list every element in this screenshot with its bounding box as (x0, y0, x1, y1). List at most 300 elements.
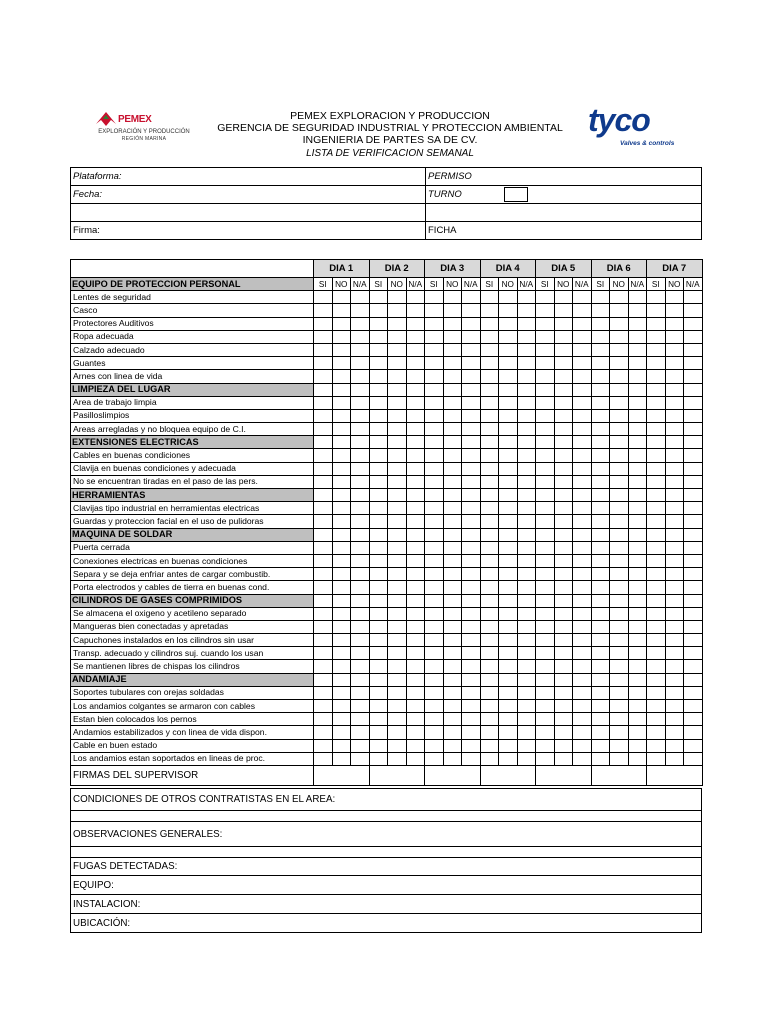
check-cell[interactable] (462, 568, 481, 581)
check-cell[interactable] (665, 528, 684, 541)
check-cell[interactable] (517, 330, 536, 343)
check-cell[interactable] (388, 541, 407, 554)
check-cell[interactable] (610, 620, 629, 633)
check-cell[interactable] (388, 357, 407, 370)
check-cell[interactable] (480, 383, 499, 396)
check-cell[interactable] (443, 568, 462, 581)
check-cell[interactable] (369, 370, 388, 383)
check-cell[interactable] (536, 383, 555, 396)
check-cell[interactable] (462, 304, 481, 317)
check-cell[interactable] (480, 370, 499, 383)
check-cell[interactable] (480, 515, 499, 528)
check-cell[interactable] (684, 489, 703, 502)
check-cell[interactable] (628, 409, 647, 422)
check-cell[interactable] (388, 462, 407, 475)
check-cell[interactable] (406, 660, 425, 673)
check-cell[interactable] (443, 594, 462, 607)
check-cell[interactable] (573, 489, 592, 502)
check-cell[interactable] (499, 489, 518, 502)
check-cell[interactable] (462, 436, 481, 449)
check-cell[interactable] (351, 383, 370, 396)
check-cell[interactable] (480, 634, 499, 647)
check-cell[interactable] (610, 686, 629, 699)
check-cell[interactable] (517, 528, 536, 541)
check-cell[interactable] (610, 370, 629, 383)
check-cell[interactable] (462, 554, 481, 567)
check-cell[interactable] (628, 317, 647, 330)
check-cell[interactable] (684, 330, 703, 343)
check-cell[interactable] (443, 647, 462, 660)
check-cell[interactable] (406, 581, 425, 594)
check-cell[interactable] (406, 304, 425, 317)
check-cell[interactable] (684, 396, 703, 409)
check-cell[interactable] (369, 647, 388, 660)
check-cell[interactable] (499, 475, 518, 488)
check-cell[interactable] (665, 726, 684, 739)
check-cell[interactable] (591, 620, 610, 633)
check-cell[interactable] (591, 304, 610, 317)
check-cell[interactable] (647, 607, 666, 620)
check-cell[interactable] (314, 660, 333, 673)
check-cell[interactable] (388, 620, 407, 633)
check-cell[interactable] (425, 462, 444, 475)
check-cell[interactable] (462, 528, 481, 541)
check-cell[interactable] (591, 409, 610, 422)
check-cell[interactable] (406, 489, 425, 502)
fugas-field[interactable]: FUGAS DETECTADAS: (71, 858, 702, 876)
check-cell[interactable] (591, 726, 610, 739)
check-cell[interactable] (351, 370, 370, 383)
check-cell[interactable] (351, 647, 370, 660)
firma-field[interactable]: Firma: (71, 222, 426, 240)
check-cell[interactable] (610, 304, 629, 317)
check-cell[interactable] (554, 739, 573, 752)
check-cell[interactable] (369, 594, 388, 607)
check-cell[interactable] (443, 515, 462, 528)
check-cell[interactable] (684, 607, 703, 620)
check-cell[interactable] (388, 634, 407, 647)
check-cell[interactable] (406, 686, 425, 699)
check-cell[interactable] (591, 673, 610, 686)
check-cell[interactable] (406, 700, 425, 713)
check-cell[interactable] (573, 304, 592, 317)
check-cell[interactable] (517, 317, 536, 330)
check-cell[interactable] (314, 647, 333, 660)
check-cell[interactable] (610, 515, 629, 528)
check-cell[interactable] (665, 436, 684, 449)
check-cell[interactable] (388, 343, 407, 356)
check-cell[interactable] (610, 607, 629, 620)
check-cell[interactable] (536, 581, 555, 594)
check-cell[interactable] (480, 686, 499, 699)
supervisor-signature-cell[interactable] (425, 765, 481, 785)
check-cell[interactable] (628, 607, 647, 620)
check-cell[interactable] (573, 515, 592, 528)
check-cell[interactable] (388, 581, 407, 594)
check-cell[interactable] (610, 449, 629, 462)
check-cell[interactable] (684, 673, 703, 686)
check-cell[interactable] (332, 462, 351, 475)
check-cell[interactable] (628, 502, 647, 515)
check-cell[interactable] (628, 291, 647, 304)
check-cell[interactable] (499, 436, 518, 449)
check-cell[interactable] (591, 449, 610, 462)
check-cell[interactable] (480, 357, 499, 370)
check-cell[interactable] (332, 475, 351, 488)
check-cell[interactable] (425, 343, 444, 356)
check-cell[interactable] (499, 634, 518, 647)
check-cell[interactable] (351, 686, 370, 699)
check-cell[interactable] (499, 647, 518, 660)
check-cell[interactable] (573, 726, 592, 739)
check-cell[interactable] (517, 739, 536, 752)
check-cell[interactable] (647, 700, 666, 713)
check-cell[interactable] (554, 634, 573, 647)
check-cell[interactable] (628, 423, 647, 436)
check-cell[interactable] (499, 317, 518, 330)
check-cell[interactable] (610, 713, 629, 726)
check-cell[interactable] (591, 634, 610, 647)
check-cell[interactable] (517, 568, 536, 581)
check-cell[interactable] (443, 449, 462, 462)
check-cell[interactable] (536, 370, 555, 383)
check-cell[interactable] (480, 489, 499, 502)
check-cell[interactable] (591, 660, 610, 673)
check-cell[interactable] (684, 660, 703, 673)
check-cell[interactable] (647, 449, 666, 462)
check-cell[interactable] (573, 620, 592, 633)
check-cell[interactable] (425, 541, 444, 554)
check-cell[interactable] (351, 554, 370, 567)
check-cell[interactable] (684, 370, 703, 383)
check-cell[interactable] (314, 409, 333, 422)
check-cell[interactable] (425, 317, 444, 330)
check-cell[interactable] (388, 568, 407, 581)
check-cell[interactable] (665, 304, 684, 317)
check-cell[interactable] (332, 673, 351, 686)
check-cell[interactable] (443, 396, 462, 409)
check-cell[interactable] (591, 343, 610, 356)
check-cell[interactable] (406, 423, 425, 436)
check-cell[interactable] (388, 673, 407, 686)
check-cell[interactable] (369, 304, 388, 317)
check-cell[interactable] (647, 436, 666, 449)
supervisor-signature-cell[interactable] (536, 765, 592, 785)
check-cell[interactable] (332, 581, 351, 594)
check-cell[interactable] (425, 330, 444, 343)
check-cell[interactable] (462, 634, 481, 647)
check-cell[interactable] (425, 673, 444, 686)
check-cell[interactable] (628, 370, 647, 383)
check-cell[interactable] (610, 357, 629, 370)
turno-field[interactable] (426, 186, 702, 204)
condiciones-field[interactable]: CONDICIONES DE OTROS CONTRATISTAS EN EL AREA: (71, 789, 702, 811)
check-cell[interactable] (406, 568, 425, 581)
check-cell[interactable] (499, 330, 518, 343)
check-cell[interactable] (554, 317, 573, 330)
check-cell[interactable] (406, 607, 425, 620)
check-cell[interactable] (684, 343, 703, 356)
check-cell[interactable] (443, 462, 462, 475)
check-cell[interactable] (462, 607, 481, 620)
check-cell[interactable] (388, 726, 407, 739)
check-cell[interactable] (406, 502, 425, 515)
check-cell[interactable] (480, 330, 499, 343)
check-cell[interactable] (332, 660, 351, 673)
check-cell[interactable] (684, 502, 703, 515)
check-cell[interactable] (647, 541, 666, 554)
check-cell[interactable] (628, 581, 647, 594)
check-cell[interactable] (425, 700, 444, 713)
check-cell[interactable] (480, 396, 499, 409)
check-cell[interactable] (332, 343, 351, 356)
check-cell[interactable] (591, 594, 610, 607)
check-cell[interactable] (369, 396, 388, 409)
check-cell[interactable] (628, 304, 647, 317)
check-cell[interactable] (369, 739, 388, 752)
check-cell[interactable] (610, 475, 629, 488)
check-cell[interactable] (554, 686, 573, 699)
check-cell[interactable] (628, 396, 647, 409)
check-cell[interactable] (462, 502, 481, 515)
check-cell[interactable] (591, 686, 610, 699)
check-cell[interactable] (499, 343, 518, 356)
observaciones-field[interactable]: OBSERVACIONES GENERALES: (71, 822, 702, 847)
check-cell[interactable] (332, 634, 351, 647)
check-cell[interactable] (554, 713, 573, 726)
check-cell[interactable] (684, 713, 703, 726)
check-cell[interactable] (573, 423, 592, 436)
check-cell[interactable] (517, 343, 536, 356)
check-cell[interactable] (628, 541, 647, 554)
check-cell[interactable] (314, 607, 333, 620)
check-cell[interactable] (462, 475, 481, 488)
check-cell[interactable] (314, 726, 333, 739)
check-cell[interactable] (332, 647, 351, 660)
check-cell[interactable] (573, 700, 592, 713)
check-cell[interactable] (462, 541, 481, 554)
check-cell[interactable] (573, 541, 592, 554)
check-cell[interactable] (517, 409, 536, 422)
check-cell[interactable] (665, 383, 684, 396)
check-cell[interactable] (573, 396, 592, 409)
check-cell[interactable] (684, 291, 703, 304)
check-cell[interactable] (406, 317, 425, 330)
check-cell[interactable] (591, 489, 610, 502)
check-cell[interactable] (480, 581, 499, 594)
check-cell[interactable] (369, 726, 388, 739)
check-cell[interactable] (369, 568, 388, 581)
check-cell[interactable] (388, 515, 407, 528)
check-cell[interactable] (647, 383, 666, 396)
check-cell[interactable] (536, 647, 555, 660)
check-cell[interactable] (351, 343, 370, 356)
check-cell[interactable] (610, 528, 629, 541)
check-cell[interactable] (406, 475, 425, 488)
check-cell[interactable] (314, 620, 333, 633)
check-cell[interactable] (573, 357, 592, 370)
check-cell[interactable] (554, 528, 573, 541)
check-cell[interactable] (499, 607, 518, 620)
check-cell[interactable] (665, 409, 684, 422)
check-cell[interactable] (425, 396, 444, 409)
check-cell[interactable] (536, 568, 555, 581)
check-cell[interactable] (647, 291, 666, 304)
check-cell[interactable] (499, 581, 518, 594)
check-cell[interactable] (554, 449, 573, 462)
check-cell[interactable] (314, 594, 333, 607)
check-cell[interactable] (425, 634, 444, 647)
check-cell[interactable] (443, 700, 462, 713)
check-cell[interactable] (425, 489, 444, 502)
check-cell[interactable] (554, 581, 573, 594)
check-cell[interactable] (628, 449, 647, 462)
check-cell[interactable] (554, 568, 573, 581)
check-cell[interactable] (314, 515, 333, 528)
check-cell[interactable] (388, 449, 407, 462)
check-cell[interactable] (536, 330, 555, 343)
check-cell[interactable] (665, 462, 684, 475)
check-cell[interactable] (610, 700, 629, 713)
check-cell[interactable] (554, 502, 573, 515)
check-cell[interactable] (425, 660, 444, 673)
check-cell[interactable] (388, 739, 407, 752)
check-cell[interactable] (647, 515, 666, 528)
check-cell[interactable] (536, 620, 555, 633)
check-cell[interactable] (406, 541, 425, 554)
check-cell[interactable] (314, 554, 333, 567)
check-cell[interactable] (591, 357, 610, 370)
check-cell[interactable] (314, 291, 333, 304)
check-cell[interactable] (554, 620, 573, 633)
check-cell[interactable] (443, 673, 462, 686)
check-cell[interactable] (314, 752, 333, 765)
check-cell[interactable] (314, 634, 333, 647)
check-cell[interactable] (684, 515, 703, 528)
check-cell[interactable] (369, 581, 388, 594)
check-cell[interactable] (314, 330, 333, 343)
check-cell[interactable] (499, 620, 518, 633)
check-cell[interactable] (369, 291, 388, 304)
check-cell[interactable] (425, 436, 444, 449)
check-cell[interactable] (665, 660, 684, 673)
check-cell[interactable] (369, 541, 388, 554)
check-cell[interactable] (406, 515, 425, 528)
check-cell[interactable] (351, 423, 370, 436)
check-cell[interactable] (665, 489, 684, 502)
check-cell[interactable] (369, 673, 388, 686)
check-cell[interactable] (425, 383, 444, 396)
supervisor-signature-cell[interactable] (591, 765, 647, 785)
check-cell[interactable] (573, 330, 592, 343)
check-cell[interactable] (591, 713, 610, 726)
check-cell[interactable] (647, 634, 666, 647)
check-cell[interactable] (610, 502, 629, 515)
check-cell[interactable] (554, 594, 573, 607)
check-cell[interactable] (443, 686, 462, 699)
ubicacion-field[interactable]: UBICACIÓN: (71, 914, 702, 933)
check-cell[interactable] (425, 726, 444, 739)
check-cell[interactable] (314, 462, 333, 475)
check-cell[interactable] (332, 449, 351, 462)
check-cell[interactable] (425, 581, 444, 594)
check-cell[interactable] (369, 489, 388, 502)
check-cell[interactable] (591, 568, 610, 581)
check-cell[interactable] (665, 396, 684, 409)
supervisor-signature-cell[interactable] (480, 765, 536, 785)
check-cell[interactable] (425, 502, 444, 515)
check-cell[interactable] (610, 423, 629, 436)
check-cell[interactable] (351, 502, 370, 515)
check-cell[interactable] (536, 752, 555, 765)
check-cell[interactable] (591, 291, 610, 304)
check-cell[interactable] (684, 752, 703, 765)
check-cell[interactable] (480, 752, 499, 765)
check-cell[interactable] (628, 436, 647, 449)
check-cell[interactable] (351, 673, 370, 686)
check-cell[interactable] (480, 607, 499, 620)
check-cell[interactable] (647, 686, 666, 699)
check-cell[interactable] (665, 370, 684, 383)
check-cell[interactable] (369, 700, 388, 713)
check-cell[interactable] (647, 581, 666, 594)
check-cell[interactable] (425, 357, 444, 370)
check-cell[interactable] (573, 647, 592, 660)
check-cell[interactable] (480, 739, 499, 752)
check-cell[interactable] (665, 541, 684, 554)
check-cell[interactable] (573, 594, 592, 607)
check-cell[interactable] (517, 634, 536, 647)
check-cell[interactable] (684, 594, 703, 607)
check-cell[interactable] (499, 554, 518, 567)
check-cell[interactable] (388, 436, 407, 449)
check-cell[interactable] (647, 304, 666, 317)
check-cell[interactable] (480, 317, 499, 330)
check-cell[interactable] (332, 330, 351, 343)
check-cell[interactable] (462, 383, 481, 396)
check-cell[interactable] (573, 462, 592, 475)
check-cell[interactable] (369, 528, 388, 541)
check-cell[interactable] (610, 343, 629, 356)
check-cell[interactable] (517, 436, 536, 449)
check-cell[interactable] (406, 528, 425, 541)
check-cell[interactable] (647, 462, 666, 475)
check-cell[interactable] (425, 594, 444, 607)
check-cell[interactable] (332, 739, 351, 752)
check-cell[interactable] (554, 462, 573, 475)
check-cell[interactable] (665, 673, 684, 686)
check-cell[interactable] (314, 489, 333, 502)
check-cell[interactable] (499, 673, 518, 686)
check-cell[interactable] (628, 700, 647, 713)
check-cell[interactable] (665, 739, 684, 752)
check-cell[interactable] (628, 752, 647, 765)
check-cell[interactable] (517, 554, 536, 567)
check-cell[interactable] (406, 726, 425, 739)
supervisor-signature-cell[interactable] (647, 765, 703, 785)
check-cell[interactable] (628, 713, 647, 726)
check-cell[interactable] (536, 607, 555, 620)
check-cell[interactable] (480, 304, 499, 317)
check-cell[interactable] (388, 475, 407, 488)
check-cell[interactable] (665, 620, 684, 633)
check-cell[interactable] (591, 700, 610, 713)
check-cell[interactable] (443, 291, 462, 304)
check-cell[interactable] (369, 686, 388, 699)
check-cell[interactable] (647, 475, 666, 488)
check-cell[interactable] (332, 713, 351, 726)
check-cell[interactable] (406, 357, 425, 370)
